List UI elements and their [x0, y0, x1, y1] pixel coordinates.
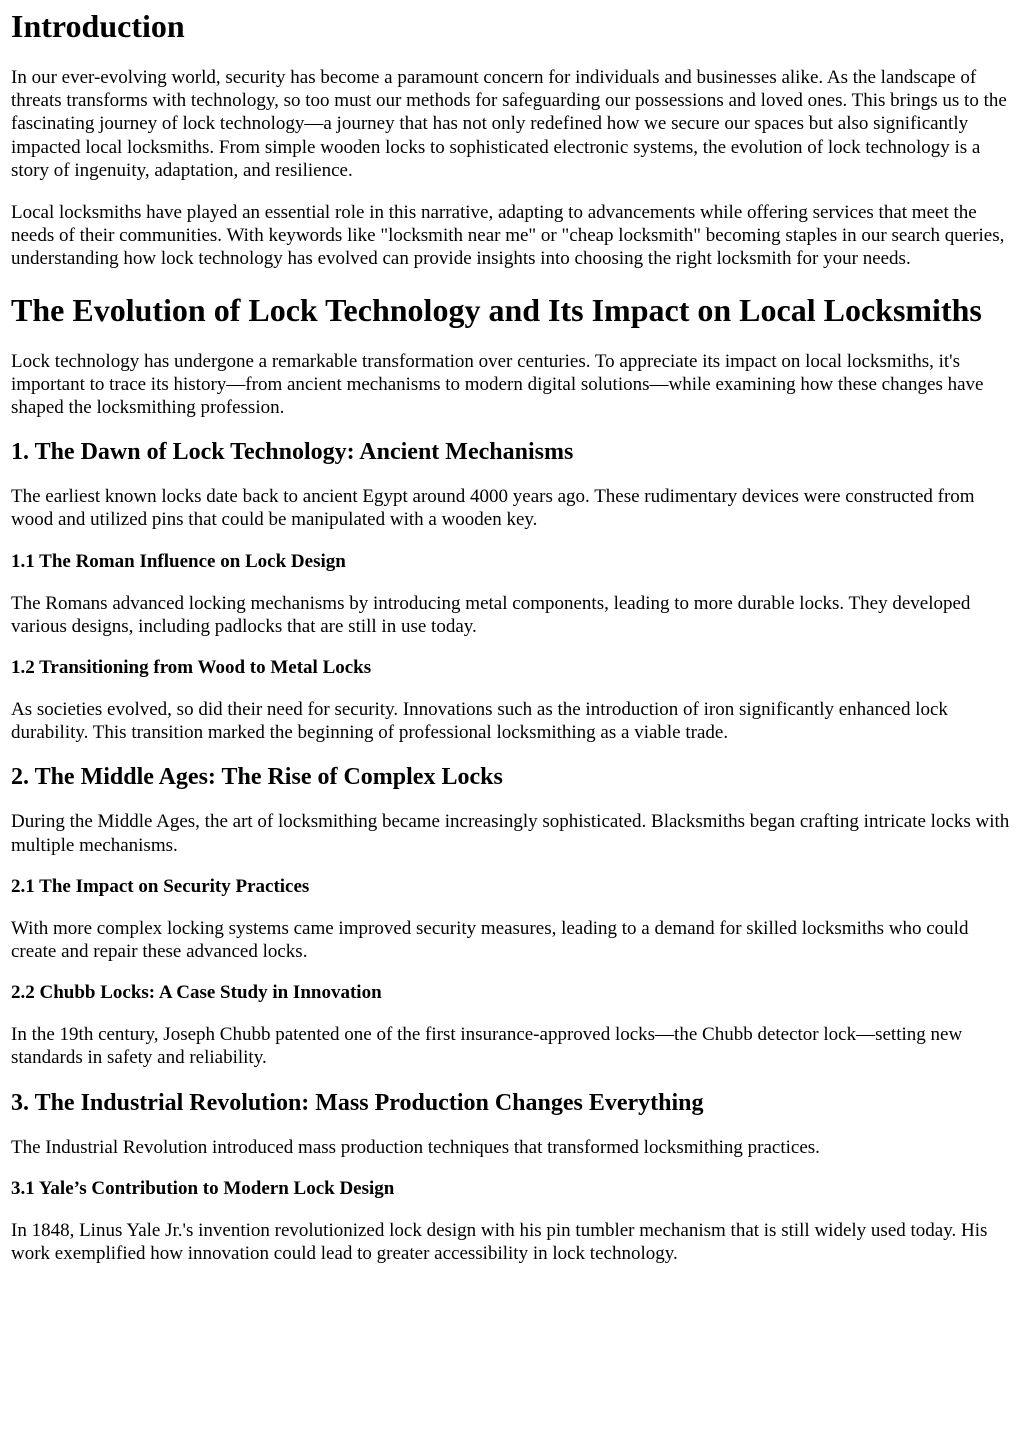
section-1-paragraph: The earliest known locks date back to ancient Egypt around 4000 years ago. These rudimentary devices were constructed from wood and utilized pins that could be manipulated with a wooden key.: [11, 486, 975, 531]
intro-paragraph-1: In our ever-evolving world, security has become a paramount concern for individuals and businesses alike. As the landscape of threats transforms with technology, so too must our methods for safeguarding our possessions and loved ones. This brings us to the fascinating journey of lock technology—a journey that has not only redefined how we secure our spaces but also significantly impacted local locksmiths. From simple wooden locks to sophisticated electronic systems, the evolution of lock technology is a story of ingenuity, adaptation, and resilience.: [11, 67, 1007, 181]
main-heading: The Evolution of Lock Technology and Its Impact on Local Locksmiths: [11, 291, 982, 328]
section-3-heading: 3. The Industrial Revolution: Mass Production Changes Everything: [11, 1089, 704, 1116]
section-3-paragraph: The Industrial Revolution introduced mass production techniques that transformed locksmithing practices.: [11, 1136, 820, 1158]
section-1-2-heading: 1.2 Transitioning from Wood to Metal Locks: [11, 657, 372, 679]
section-1-heading: 1. The Dawn of Lock Technology: Ancient Mechanisms: [11, 439, 574, 466]
section-2-paragraph: During the Middle Ages, the art of locksmithing became increasingly sophisticated. Blacksmiths began crafting intricate locks with multiple mechanisms.: [11, 811, 1010, 856]
section-2-1-paragraph: With more complex locking systems came improved security measures, leading to a demand for skilled locksmiths who could create and repair these advanced locks.: [11, 917, 969, 963]
section-3-1-paragraph: In 1848, Linus Yale Jr.'s invention revolutionized lock design with his pin tumbler mechanism that is still widely used today. His work exemplified how innovation could lead to greater accessibility in lock technology.: [11, 1219, 988, 1265]
section-2-1-heading: 2.1 The Impact on Security Practices: [11, 875, 310, 897]
article: [0, 8, 1024, 1265]
intro-heading: Introduction: [11, 8, 185, 44]
section-2-2-paragraph: In the 19th century, Joseph Chubb patented one of the first insurance-approved locks—the Chubb detector lock—setting new standards in safety and reliability.: [11, 1024, 963, 1069]
section-1-1-heading: 1.1 The Roman Influence on Lock Design: [11, 550, 346, 572]
section-1-1-paragraph: The Romans advanced locking mechanisms by introducing metal components, leading to more durable locks. They developed various designs, including padlocks that are still in use today.: [11, 592, 971, 637]
section-2-2-heading: 2.2 Chubb Locks: A Case Study in Innovation: [11, 982, 382, 1004]
section-2-heading: 2. The Middle Ages: The Rise of Complex Locks: [11, 764, 503, 791]
section-1-2-paragraph: As societies evolved, so did their need for security. Innovations such as the introduction of iron significantly enhanced lock durability. This transition marked the beginning of professional locksmithing as a viable trade.: [11, 699, 948, 744]
intro-paragraph-2: Local locksmiths have played an essential role in this narrative, adapting to advancements while offering services that meet the needs of their communities. With keywords like "locksmith near me" or "cheap locksmith" becoming staples in our search queries, understanding how lock technology has evolved can provide insights into choosing the right locksmith for your needs.: [11, 202, 1005, 270]
section-3-1-heading: 3.1 Yale’s Contribution to Modern Lock Design: [11, 1177, 395, 1199]
main-paragraph: Lock technology has undergone a remarkable transformation over centuries. To appreciate its impact on local locksmiths, it's important to trace its history—from ancient mechanisms to modern digital solutions—while examining how these changes have shaped the locksmithing profession.: [11, 350, 984, 419]
